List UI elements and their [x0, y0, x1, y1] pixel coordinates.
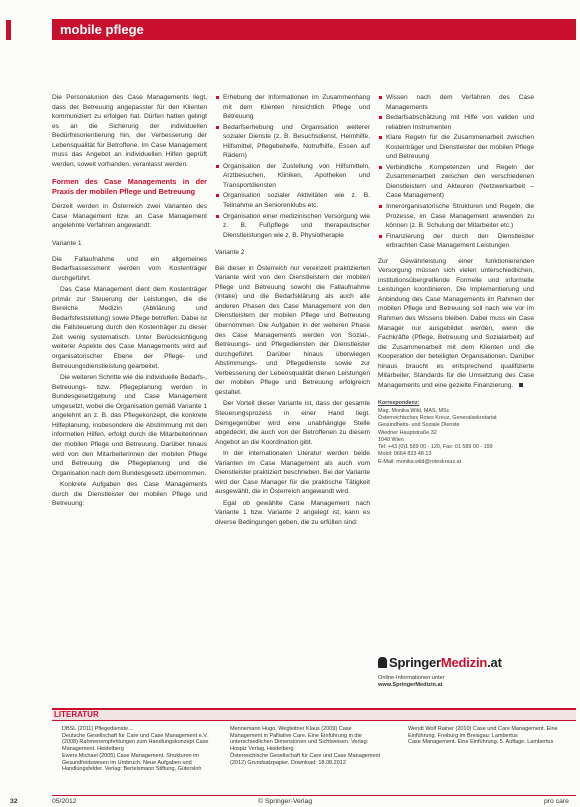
logo-tld: .at [487, 655, 502, 670]
end-of-article-mark [519, 383, 523, 387]
header-accent [6, 20, 11, 40]
paragraph: Derzeit werden in Österreich zwei Varianten des Case Management bzw. an Case Management angelehnte Verfahren angewandt: [52, 203, 207, 230]
paragraph: Egal ob gewählte Case Management nach Variante 1 bzw. Variante 2 angelegt ist, kann es diverse Bedingungen geben, die zu erfüllen sind: [215, 499, 370, 526]
literature-column-2 [230, 726, 385, 766]
correspondence-title: Korrespondenz: [378, 400, 420, 407]
list-item: Organisation einer medizinischen Versorgung wie z. B. Fußpflege und therapeutischer Dienstleistungen wie z. B. Physiotherapie [215, 212, 370, 241]
contact-line: Österreichisches Rotes Kreuz, Generalsekretariat [378, 415, 497, 421]
paragraph: Die Personalunion des Case Managements liegt, dass der Betreuung angepasster für den Klienten kommuniziert zu erfolgen hat. Dürfen hatten gelingt es an die Sicherung der individuellen Bedürfnisorientierung hin, der Verbesserung der Lebensqualität für Betroffene. Im Case Management muss das Angebot an individuellen Hilfen geprüft werden, soweit vorhanden, veranlasst werden. [52, 94, 207, 168]
online-info-label: Online-Informationen unter [378, 675, 445, 681]
paragraph: Das Case Management dient dem Kostenträger primär zur Steuerung der Leistungen, die die Bereiche Medizin (Abklärung und Bedarfsfeststellung) sowie Pflege betreffen. Dabei ist die Fallsteuerung durch den Kostenträger zu dieser Zeit wenig systematisch. Unter Berücksichtigung weiterer Aspekte des Case Managements wird auf organisatorischer Ebene der Pflege- und Betreuungsdienstleistung gearbeitet. [52, 286, 207, 370]
paragraph: In der internationalen Literatur werden beide Varianten im Case Management als auch vom Dienstleister praktiziert beschrieben. Bei der Variante wird der Case Manager für die praktische Tätigkeit ausgewählt, die in Österreich angewandt wird. [215, 450, 370, 496]
list-item: Organisation der Zustellung von Hilfsmitteln, Arztbesuchen, Kliniken, Apotheken und Transportdiensten [215, 162, 370, 191]
reference: Case Management. Eine Einführung. 5. Auflage. Lambertus [408, 739, 554, 746]
list-item: Bedarfserhebung und Organisation weiterer sozialer Dienste (z. B. Besuchsdienst, Heimhilfe, Hilfsmittel, Pflegebehelfe, Notrufhilfe, Essen auf Rädern) [215, 123, 370, 161]
section-title: mobile pflege [60, 22, 144, 37]
chess-knight-icon [378, 657, 387, 668]
list-item: Finanzierung der durch den Dienstleister erbrachten Case Management Leistungen [378, 232, 534, 251]
contact-line: Tel: +43 (0)1 589 00 - 120, Fax: 01 589 00 - 199 [378, 444, 493, 451]
contact-line: Gesundheits- und Soziale Dienste [378, 422, 460, 429]
reference: Mennemann Hugo, Wegleitner Klaus (2009) Case Management in Palliative Care. Eine Einführung in die unterschiedlichen Dimensionen und Sichtweisen. Verlag: Hospiz Verlag, Heidelberg [230, 726, 369, 753]
paragraph: Die weiteren Schritte wie die individuelle Bedarfs-, Betreuungs- bzw. Pflegeplanung werden in Bundesgesetzgebung und Case Management umgesetzt, wobei die Organisation gemäß Variante 1 angelehnt an z. B. das Pflegekonzept, die konkrete Hilfeplanung, insbesondere die Abstimmung mit den informellen Hilfen, erfolgt durch die Mitarbeiterinnen der mobilen Pflege und Betreuung. Darüber hinaus wird von den Mitarbeiterinnen der mobilen Pflege und Betreuung die Pflegeplanung und die Organisation nach dem Bundesgesetz übernommen. [52, 374, 207, 477]
paragraph: Zur Gewährleistung einer funktionierenden Versorgung müssen sich vielen unterschiedlichen, institutionsübergreifende Formelle und informelle Leistungen koordinieren. Die Implementierung und Anbindung des Case Managements im Rahmen der mobilen Pflege und Betreuung soll nach wie vor im Rahmen des Wissens bleiben. Dabei muss ein Case Manager nur ausgebildet werden, wenn die Fachkräfte (Pflege, Betreuung und Sozialarbeit) auf die Zusammenarbeit mit dem Klienten und die Kooperation der beteiligten Organisationen. Darüber hinaus braucht es entsprechend qualifizierte Mitarbeiter, Standards für die Umsetzung des Case Managements und eine gezielte Finanzierung. [378, 257, 534, 389]
reference: Wendt Wolf Rainer (2010) Case und Care Management. Eine Einführung. Freiburg im Breisgau: Lambertus [408, 726, 558, 739]
online-info-link[interactable]: www.SpringerMedizin.at [378, 682, 443, 689]
journal-name: pro care [544, 798, 569, 805]
article-column-2 [215, 93, 370, 530]
section-heading: Formen des Case Managements in der Praxis der mobilen Pflege und Betreuung [52, 177, 207, 196]
correspondence-block [378, 400, 534, 466]
task-list [215, 93, 370, 240]
page-number: 32 [10, 798, 18, 805]
reference: Ewers Michael (2005) Case Management. Strukturen im Gesundheitswesen im Umbruch. Neue Aufgaben und Handlungsfelder. Verlag: Bertelsmann Stiftung, Gütersloh [62, 752, 202, 773]
paragraph: Konkrete Aufgaben des Case Managements durch die Dienstleister der mobilen Pflege und Betreuung: [52, 481, 207, 508]
springer-medizin-logo [378, 655, 502, 670]
logo-brand: Springer [389, 655, 441, 670]
literature-title: LITERATUR [54, 710, 99, 719]
variant-heading: Variante 2 [215, 249, 245, 257]
article-column-1 [52, 93, 207, 511]
literature-column-1 [62, 726, 212, 773]
list-item: Erhebung der Informationen im Zusammenhang mit dem Klienten hinsichtlich Pflege und Betreuung [215, 93, 370, 122]
paragraph: Bei dieser in Österreich nur vereinzelt praktizierten Variante wird von den Dienstleistern der mobilen Pflege und Betreuung sowohl die Fallaufnahme (Intake) und die Bedarfsklärung als auch alle anderen Phasen des Case Management von den Dienstleistern der mobilen Pflege und Betreuung übernommen. Die Aufgaben in der weiteren Phase des Case Managements werden von Sozial-, Betreuungs- und Pflegediensten der Dienstleister durchgeführt. Darüber hinaus überwiegen Abstimmungs- und Pflegedienste sowie zur Verbesserung der Lebensqualität dienen Leistungen der mobilen Pflege und Betreuung erfolgreich gestaltet. [215, 264, 370, 396]
online-info [378, 675, 445, 690]
paragraph: Die Fallaufnahme und ein allgemeines Bedarfsassessment werden vom Kostenträger durchgeführt. [52, 255, 207, 282]
contact-line: Mobil: 0664 823 48 13 [378, 451, 432, 458]
variant-heading: Variante 1 [52, 240, 82, 248]
publisher-credit: © Springer-Verlag [258, 798, 313, 805]
list-item: Klare Regeln für die Zusammenarbeit zwischen Kostenträger und Dienstleister der mobilen Pflege und Betreuung [378, 133, 534, 162]
footer-rule [52, 795, 576, 796]
contact-line: Wiedner Hauptstraße 32 [378, 429, 437, 436]
reference: Österreichische Gesellschaft für Care und Case Management (2012) Grundsatzpapier. Download: 18.08.2012 [230, 752, 381, 766]
logo-medizin: Medizin [440, 655, 488, 670]
contact-email[interactable]: E-Mail: monika.wild@roteskreuz.at [378, 458, 462, 465]
issue-number: 05/2012 [52, 798, 77, 805]
reference: Deutsche Gesellschaft für Care und Case Management e.V. (2008) Rahmenempfehlungen zum Handlungskonzept Case Management. Heidelberg [62, 732, 209, 753]
requirements-list [378, 93, 534, 251]
list-item: Verbindliche Kompetenzen und Regeln der Zusammenarbeit zwischen den verschiedenen Dienstleistern und Akteuren (Netzwerkarbeit – Case Management) [378, 163, 534, 201]
list-item: Wissen nach dem Verfahren des Case Managements [378, 93, 534, 112]
paragraph: Der Vorteil dieser Variante ist, dass der gesamte Steuerungsprozess in einer Hand liegt. Demgegenüber wird eine unabhängige Stelle abgedeckt, die auch von der Betroffenen zu diesem Angebot an die Koordination gibt. [215, 400, 370, 446]
list-item: Innerorganisatorische Strukturen und Regeln, die Prozesse, im Case Management anwenden zu können (z. B. Schulung der Mitarbeiter etc.) [378, 202, 534, 231]
literature-column-3 [408, 726, 558, 746]
list-item: Organisation sozialer Aktivitäten wie z. B. Teilnahme an Seniorenklubs etc. [215, 191, 370, 210]
contact-line: Mag. Monika Wild, MAS, MSc [378, 407, 450, 414]
reference: DBSL (2011) Pflegedienste... [62, 726, 133, 732]
literature-bar [52, 708, 576, 721]
contact-line: 1040 Wien [378, 436, 404, 443]
section-header [52, 19, 576, 40]
article-column-3 [378, 93, 534, 466]
list-item: Bedarfsabschätzung mit Hilfe von validen und reliablen Instrumenten [378, 113, 534, 132]
